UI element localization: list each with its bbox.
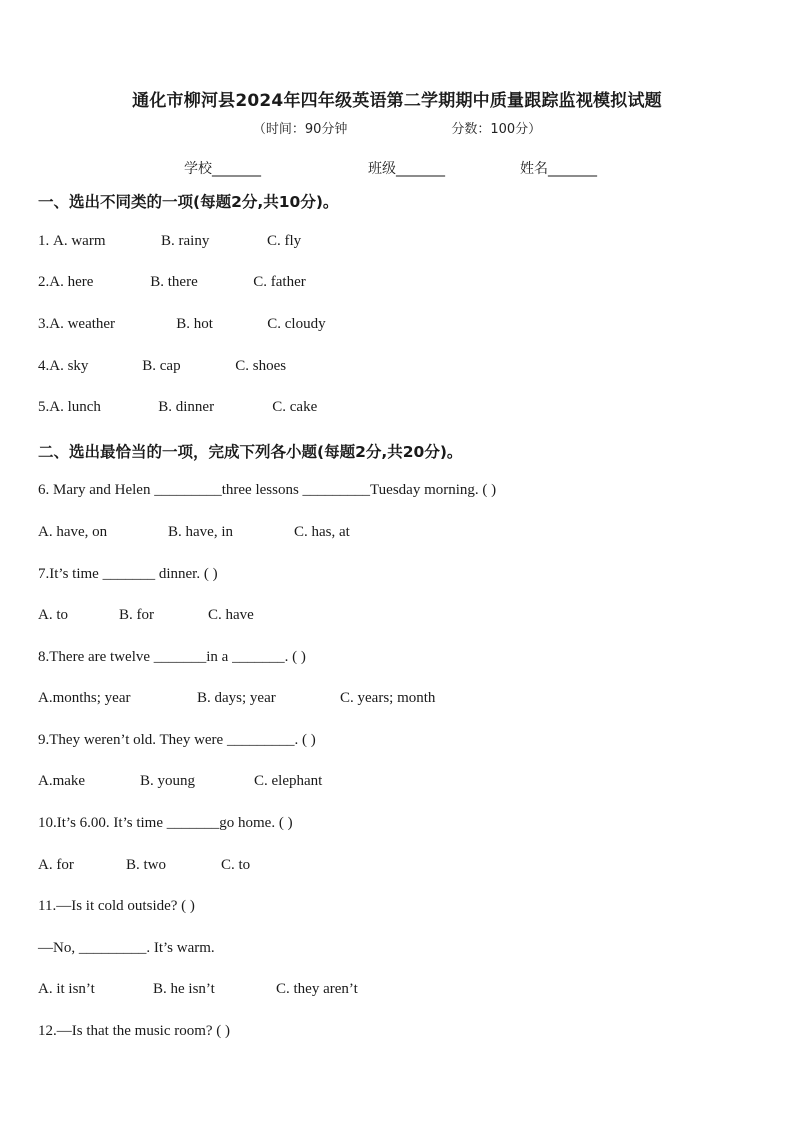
option-a[interactable]: A. weather (49, 316, 116, 332)
question-2 (38, 274, 306, 291)
option-b[interactable]: B. there (150, 274, 198, 290)
question-1 (38, 233, 301, 250)
page-title: 通化市柳河县2024年四年级英语第二学期期中质量跟踪监视模拟试题 (132, 91, 662, 111)
question-8: 8.There are twelve _______in a _______. ( ) (38, 649, 306, 665)
question-10: 10.It’s 6.00. It’s time _______go home. ( ) (38, 815, 293, 831)
option-b[interactable]: B. days; year (197, 690, 276, 706)
exam-time: （时间：90分钟 (252, 122, 348, 137)
section-heading-1: 一、选出不同类的一项(每题2分,共10分)。 (38, 193, 339, 211)
name-field[interactable]: 姓名_______ (520, 161, 597, 177)
question-number: 4. (38, 358, 50, 374)
option-b[interactable]: B. dinner (158, 399, 215, 415)
question-12: 12.—Is that the music room? ( ) (38, 1023, 231, 1039)
class-field[interactable]: 班级_______ (368, 161, 445, 177)
student-info (184, 158, 597, 178)
question-9: 9.They weren’t old. They were _________. ( ) (38, 732, 316, 748)
option-b[interactable]: B. two (126, 857, 167, 873)
option-b[interactable]: B. rainy (161, 233, 210, 249)
question-number: 1. (38, 233, 53, 249)
option-a[interactable]: A. sky (49, 358, 89, 374)
option-c[interactable]: C. shoes (235, 358, 287, 374)
section-heading-2: 二、选出最恰当的一项，完成下列各小题(每题2分,共20分)。 (38, 443, 463, 461)
option-b[interactable]: B. for (119, 607, 154, 623)
time-score-line (0, 118, 794, 137)
question-6-options (38, 524, 350, 541)
option-a[interactable]: A. lunch (49, 399, 101, 415)
option-a[interactable]: A. to (38, 607, 68, 623)
question-number: 3. (38, 316, 50, 332)
option-a[interactable]: A.months; year (38, 690, 131, 706)
question-11: 11.—Is it cold outside? ( ) (38, 898, 195, 914)
option-a[interactable]: A. it isn’t (38, 981, 95, 997)
question-5 (38, 399, 317, 416)
question-11-reply: —No, _________. It’s warm. (38, 940, 215, 956)
question-11-options (38, 981, 358, 998)
question-3 (38, 316, 326, 333)
exam-score: 分数：100分） (451, 122, 542, 137)
question-number: 5. (38, 399, 50, 415)
option-c[interactable]: C. have (208, 607, 254, 623)
option-c[interactable]: C. has, at (294, 524, 350, 540)
option-a[interactable]: A. have, on (38, 524, 108, 540)
question-9-options (38, 773, 322, 790)
option-b[interactable]: B. young (140, 773, 196, 789)
option-c[interactable]: C. they aren’t (276, 981, 358, 997)
option-b[interactable]: B. cap (142, 358, 181, 374)
school-field[interactable]: 学校_______ (184, 161, 261, 177)
option-c[interactable]: C. to (221, 857, 251, 873)
option-c[interactable]: C. cloudy (267, 316, 326, 332)
question-7-options (38, 607, 254, 624)
question-number: 2. (38, 274, 50, 290)
option-b[interactable]: B. he isn’t (153, 981, 215, 997)
option-c[interactable]: C. fly (267, 233, 302, 249)
option-c[interactable]: C. father (253, 274, 306, 290)
option-b[interactable]: B. hot (176, 316, 213, 332)
option-a[interactable]: A. here (49, 274, 94, 290)
question-10-options (38, 857, 250, 874)
option-a[interactable]: A.make (38, 773, 86, 789)
option-a[interactable]: A. for (38, 857, 74, 873)
option-c[interactable]: C. elephant (254, 773, 323, 789)
option-b[interactable]: B. have, in (168, 524, 233, 540)
option-a[interactable]: A. warm (53, 233, 106, 249)
option-c[interactable]: C. cake (272, 399, 318, 415)
option-c[interactable]: C. years; month (340, 690, 436, 706)
question-4 (38, 358, 286, 375)
question-6: 6. Mary and Helen _________three lessons _________Tuesday morning. ( ) (38, 482, 497, 498)
question-7: 7.It’s time _______ dinner. ( ) (38, 566, 218, 582)
question-8-options (38, 690, 435, 707)
